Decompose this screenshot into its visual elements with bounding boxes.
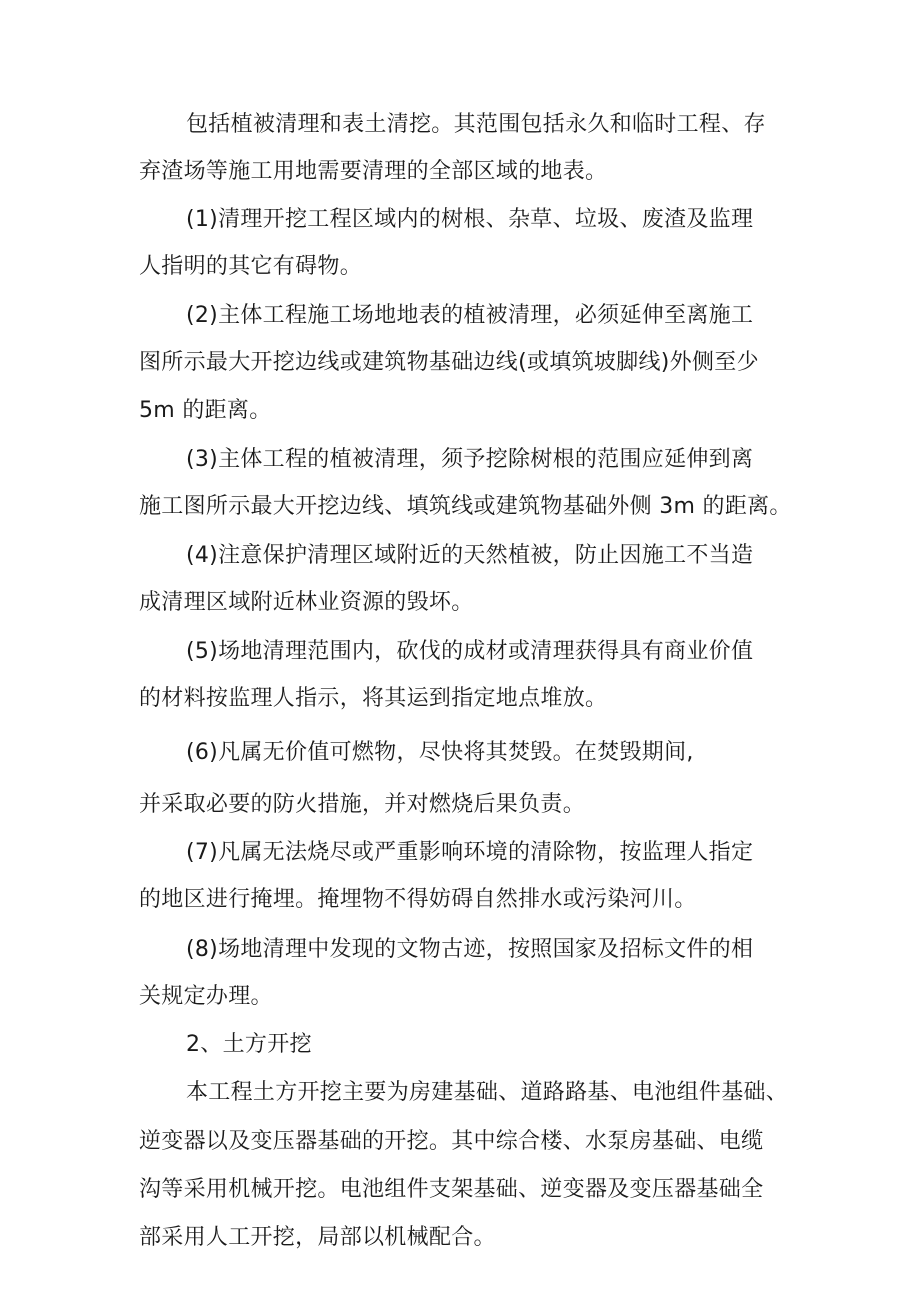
text-line: 人指明的其它有碍物。 (139, 254, 363, 279)
text-line: 弃渣场等施工用地需要清理的全部区域的地表。 (139, 159, 608, 184)
text-line: 沟等采用机械开挖。电池组件支架基础、逆变器及变压器基础全 (139, 1177, 764, 1202)
text-line: 逆变器以及变压器基础的开挖。其中综合楼、水泵房基础、电缆 (139, 1129, 764, 1154)
text-line: 成清理区域附近林业资源的毁坏。 (139, 590, 474, 615)
text-line: (4)注意保护清理区域附近的天然植被，防止因施工不当造 (186, 543, 754, 568)
section-heading: 2、土方开挖 (186, 1032, 312, 1057)
text-line: 并采取必要的防火措施，并对燃烧后果负责。 (139, 792, 586, 817)
text-line: 的地区进行掩埋。掩埋物不得妨碍自然排水或污染河川。 (139, 887, 697, 912)
text-line: 本工程土方开挖主要为房建基础、道路路基、电池组件基础、 (186, 1080, 789, 1105)
text-line: 部采用人工开挖，局部以机械配合。 (139, 1225, 496, 1250)
text-line: (6)凡属无价值可燃物，尽快将其焚毁。在焚毁期间, (186, 740, 694, 765)
text-line: (5)场地清理范围内，砍伐的成材或清理获得具有商业价值 (186, 639, 754, 664)
text-line: 的材料按监理人指示，将其运到指定地点堆放。 (139, 686, 608, 711)
text-line: (8)场地清理中发现的文物古迹，按照国家及招标文件的相 (186, 937, 754, 962)
text-line: 包括植被清理和表土清挖。其范围包括永久和临时工程、存 (186, 112, 766, 137)
text-line: 图所示最大开挖边线或建筑物基础边线(或填筑坡脚线)外侧至少 (139, 350, 759, 375)
text-line: (7)凡属无法烧尽或严重影响环境的清除物，按监理人指定 (186, 840, 754, 865)
text-line: (2)主体工程施工场地地表的植被清理，必须延伸至离施工 (186, 303, 754, 328)
text-line: (3)主体工程的植被清理，须予挖除树根的范围应延伸到离 (186, 447, 754, 472)
text-line: (1)清理开挖工程区域内的树根、杂草、垃圾、废渣及监理 (186, 207, 754, 232)
text-line: 施工图所示最大开挖边线、填筑线或建筑物基础外侧 3m 的距离。 (139, 494, 792, 519)
text-line: 关规定办理。 (139, 984, 273, 1009)
text-line: 5m 的距离。 (139, 398, 272, 423)
